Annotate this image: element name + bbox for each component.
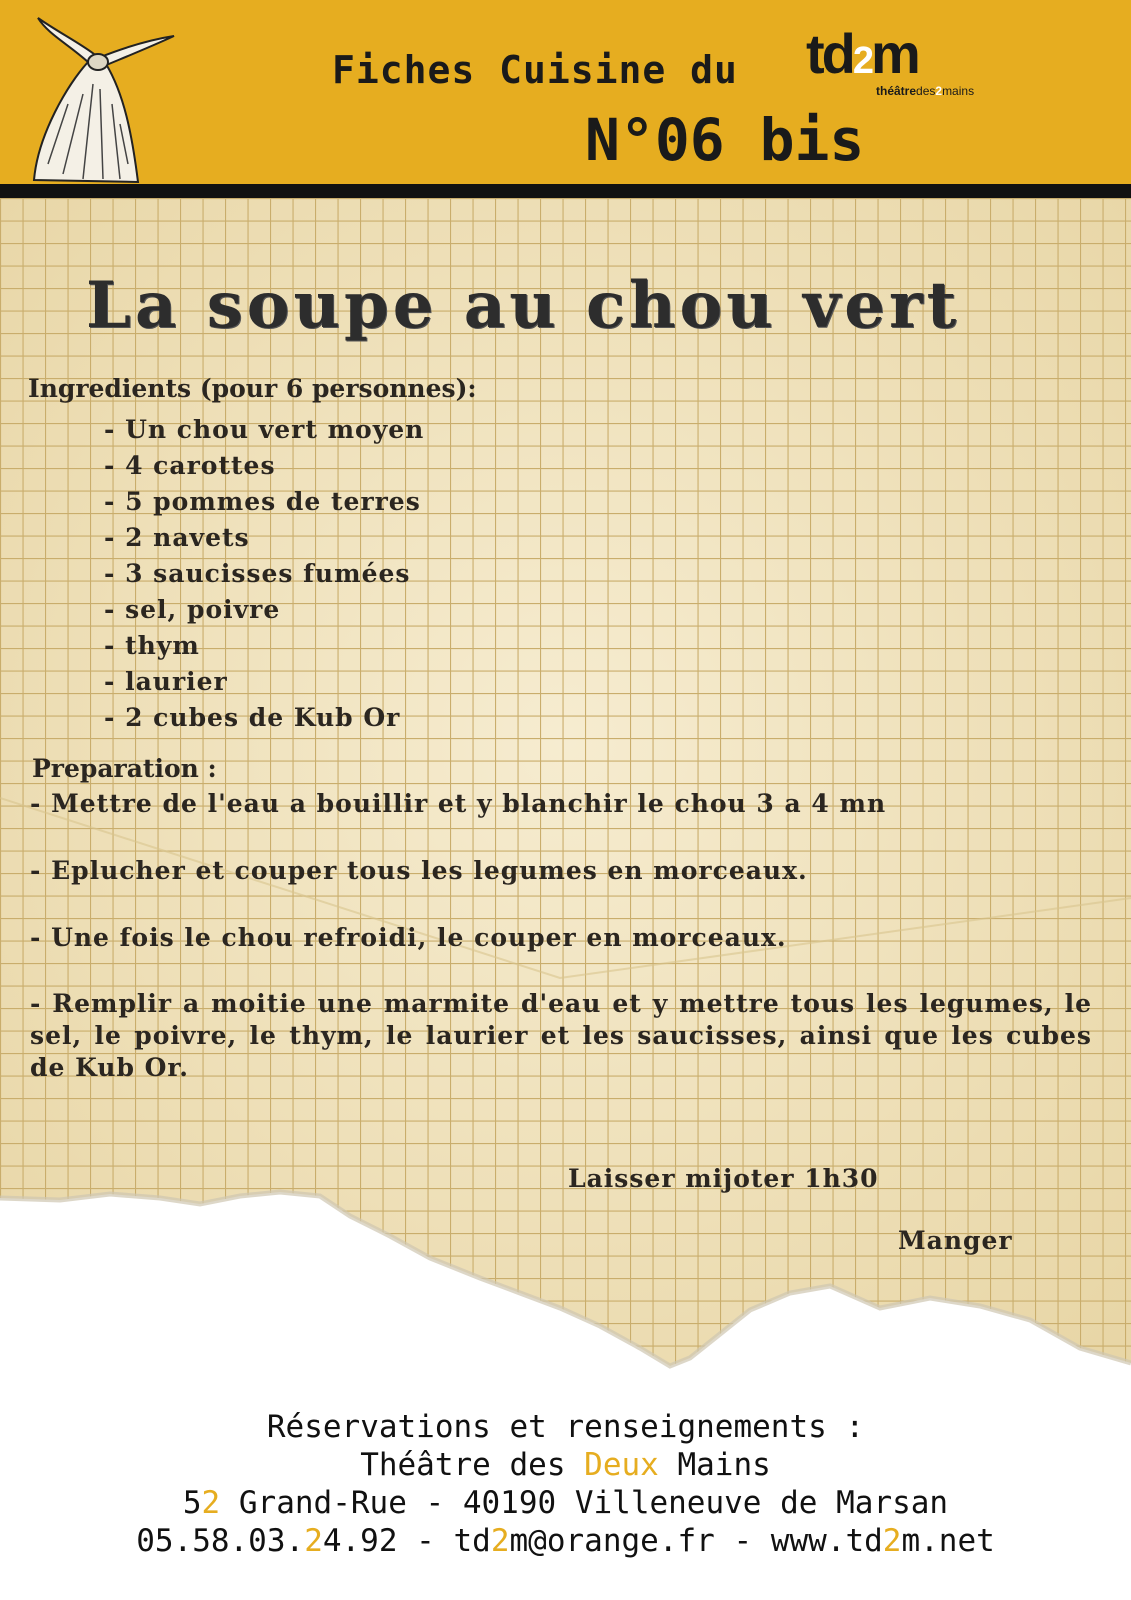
logo-mark-two: 2 [852,40,871,82]
logo-tagline-two: 2 [935,84,943,98]
issue-number: N°06 bis [585,106,865,174]
footer-theatre-accent: Deux [584,1447,659,1483]
footer-phone-b: 4.92 - td [322,1523,491,1559]
ingredient-list [104,412,424,736]
footer-phone-a: 05.58.03. [136,1523,305,1559]
logo-tagline [876,84,974,98]
logo-tagline-a: théâtre [876,84,917,98]
footer-address-accent: 2 [201,1485,221,1521]
footer-reservations: Réservations et renseignements : [266,1409,865,1445]
footer-address [0,1484,1131,1522]
footer-address-b: Grand-Rue - 40190 Villeneuve de Marsan [220,1485,949,1521]
logo-mark-right: m [871,22,918,85]
logo-tagline-c: mains [942,84,975,98]
header-banner [0,0,1131,186]
footer-phone-accent: 2 [304,1523,323,1559]
preparation-step: - Mettre de l'eau a bouillir et y blanchir le chou 3 a 4 mn [30,789,887,818]
ingredient-item: - Un chou vert moyen [104,415,425,444]
ingredient-item: - sel, poivre [104,595,281,624]
ingredient-item: - 5 pommes de terres [104,487,421,516]
footer-theatre-b: Mains [658,1447,771,1483]
preparation-step: - Remplir a moitie une marmite d'eau et y mettre tous les legumes, le sel, le poivre, le thym, le laurier et les saucisses, ainsi que les cubes de Kub Or. [30,989,1092,1082]
footer-address-a: 5 [182,1485,202,1521]
simmer-note: Laisser mijoter 1h30 [568,1164,879,1193]
recipe-title: La soupe au chou vert [86,268,961,343]
logo-mark-left: td [806,22,853,85]
eat-note: Manger [898,1226,1013,1255]
ingredient-item: - 4 carottes [104,451,276,480]
footer-web-accent: 2 [882,1523,902,1559]
logo-mark [806,22,1016,89]
header-divider [0,184,1131,198]
footer-contact [0,1408,1131,1560]
footer-email-b[interactable]: m@orange.fr - www.td [509,1523,883,1559]
ingredient-item: - 2 navets [104,523,250,552]
ingredients-heading: Ingredients (pour 6 personnes): [28,374,477,403]
logo-tagline-b: des [916,84,936,98]
preparation-heading: Preparation : [32,754,217,783]
td2m-logo [806,22,1016,106]
ingredient-item: - thym [104,631,200,660]
ingredient-item: - 3 saucisses fumées [104,559,411,588]
preparation-step: - Une fois le chou refroidi, le couper en morceaux. [30,923,787,952]
header-title: Fiches Cuisine du [332,48,738,92]
footer-web-b[interactable]: m.net [901,1523,995,1559]
footer-contact-line [0,1522,1131,1560]
footer-email-accent: 2 [490,1523,510,1559]
footer-theatre-a: Théâtre des [360,1447,585,1483]
ingredient-item: - 2 cubes de Kub Or [104,703,401,732]
footer-theatre-name [0,1446,1131,1484]
preparation-step: - Eplucher et couper tous les legumes en morceaux. [30,856,808,885]
cloth-bundle-icon [28,14,178,186]
ingredient-item: - laurier [104,667,228,696]
